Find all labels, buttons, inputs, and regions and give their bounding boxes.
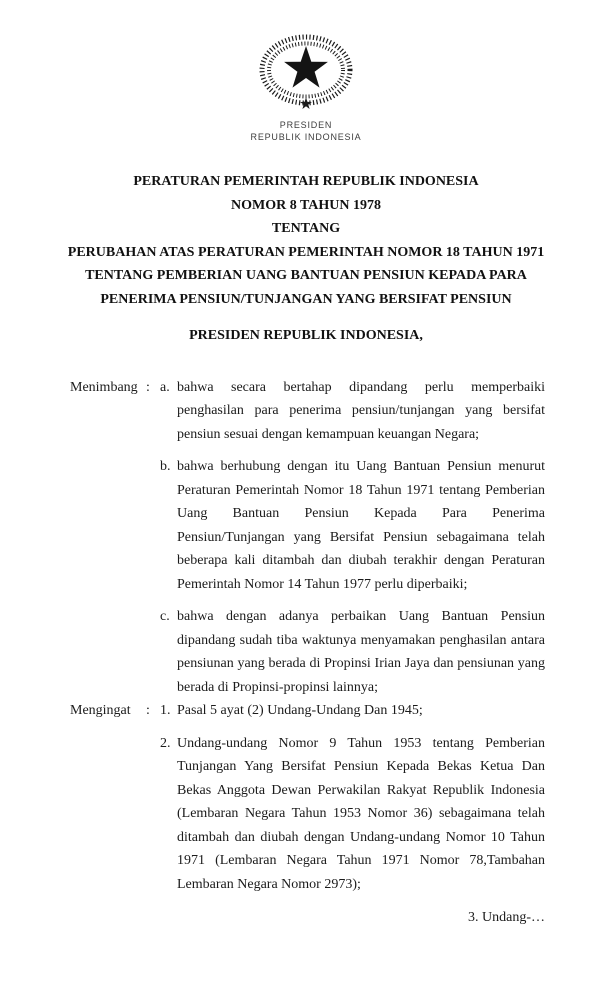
title-line-4: PERUBAHAN ATAS PERATURAN PEMERINTAH NOMOR 18 TAHUN 1971: [67, 244, 545, 260]
menimbang-label: Menimbang: [70, 379, 138, 395]
mengingat-items: [160, 699, 545, 896]
mengingat-item-1: [160, 699, 545, 723]
item-text: bahwa dengan adanya perbaikan Uang Bantuan Pensiun dipandang sudah tiba waktunya menyamakan penghasilan antara pensiunan yang berada di Propinsi Irian Jaya dan pensiunan yang berada di Propinsi-propinsi lainnya;: [177, 609, 545, 695]
item-text: bahwa secara bertahap dipandang perlu memperbaiki penghasilan para penerima pensiun/tunjangan yang bersifat pensiun sesuai dengan kemampuan keuangan Negara;: [177, 379, 545, 442]
section-menimbang: [70, 376, 545, 700]
page-catchword: 3. Undang-…: [468, 910, 545, 925]
title-line-1: PERATURAN PEMERINTAH REPUBLIK INDONESIA: [133, 174, 479, 189]
wreath-base-star-glyph: [300, 98, 312, 110]
star-wreath-icon: [256, 33, 356, 113]
mengingat-item-2: [160, 732, 545, 897]
presidential-emblem: [256, 33, 356, 113]
mengingat-label: Mengingat: [70, 703, 131, 718]
item-text: Undang-undang Nomor 9 Tahun 1953 tentang Pemberian Tunjangan Yang Bersifat Pensiun Kepada Bekas Ketua Dan Bekas Anggota Dewan Perwakilan Rakyat Republik Indonesia (Lembaran Negara Tahun 1953 Nomor 36) sebagaimana telah ditambah dan diubah dengan Undang-undang Nomor 10 Tahun 1971 (Lembaran Negara Tahun 1971 Nomor 78,Tambahan Lembaran Negara Nomor 2973);: [177, 735, 545, 892]
item-text: bahwa berhubung dengan itu Uang Bantuan Pensiun menurut Peraturan Pemerintah Nomor 18 Tahun 1971 tentang Pemberian Uang Bantuan Pensiun Kepada Para Penerima Pensiun/Tunjangan yang Bersifat Pensiun sebagaimana telah beberapa kali ditambah dan diubah terakhir dengan Peraturan Pemerintah Nomor 14 Tahun 1977 perlu diperbaiki;: [177, 459, 545, 592]
title-line-5: TENTANG PEMBERIAN UANG BANTUAN PENSIUN KEPADA PARA: [85, 268, 527, 283]
menimbang-item-b: [160, 455, 545, 596]
letterhead: [0, 119, 612, 143]
letterhead-presiden: PRESIDEN: [279, 120, 333, 130]
section-mengingat: [70, 699, 545, 896]
menimbang-item-a: [160, 376, 545, 447]
salutation-line: PRESIDEN REPUBLIK INDONESIA,: [189, 328, 423, 343]
title-line-2: NOMOR 8 TAHUN 1978: [231, 197, 381, 213]
menimbang-colon: :: [146, 379, 150, 395]
menimbang-item-c: [160, 605, 545, 699]
item-marker: 1.: [160, 703, 171, 718]
item-text: Pasal 5 ayat (2) Undang-Undang Dan 1945;: [177, 703, 423, 718]
item-marker: c.: [160, 609, 170, 624]
menimbang-items: [160, 376, 545, 700]
item-marker: 2.: [160, 735, 171, 751]
star-glyph: [284, 46, 328, 88]
title-line-6: PENERIMA PENSIUN/TUNJANGAN YANG BERSIFAT PENSIUN: [100, 291, 512, 307]
document-title: [0, 170, 612, 311]
mengingat-colon: :: [146, 703, 150, 718]
item-marker: a.: [160, 379, 170, 395]
item-marker: b.: [160, 459, 171, 474]
letterhead-republik-indonesia: REPUBLIK INDONESIA: [250, 132, 362, 142]
title-line-3: TENTANG: [271, 221, 341, 236]
